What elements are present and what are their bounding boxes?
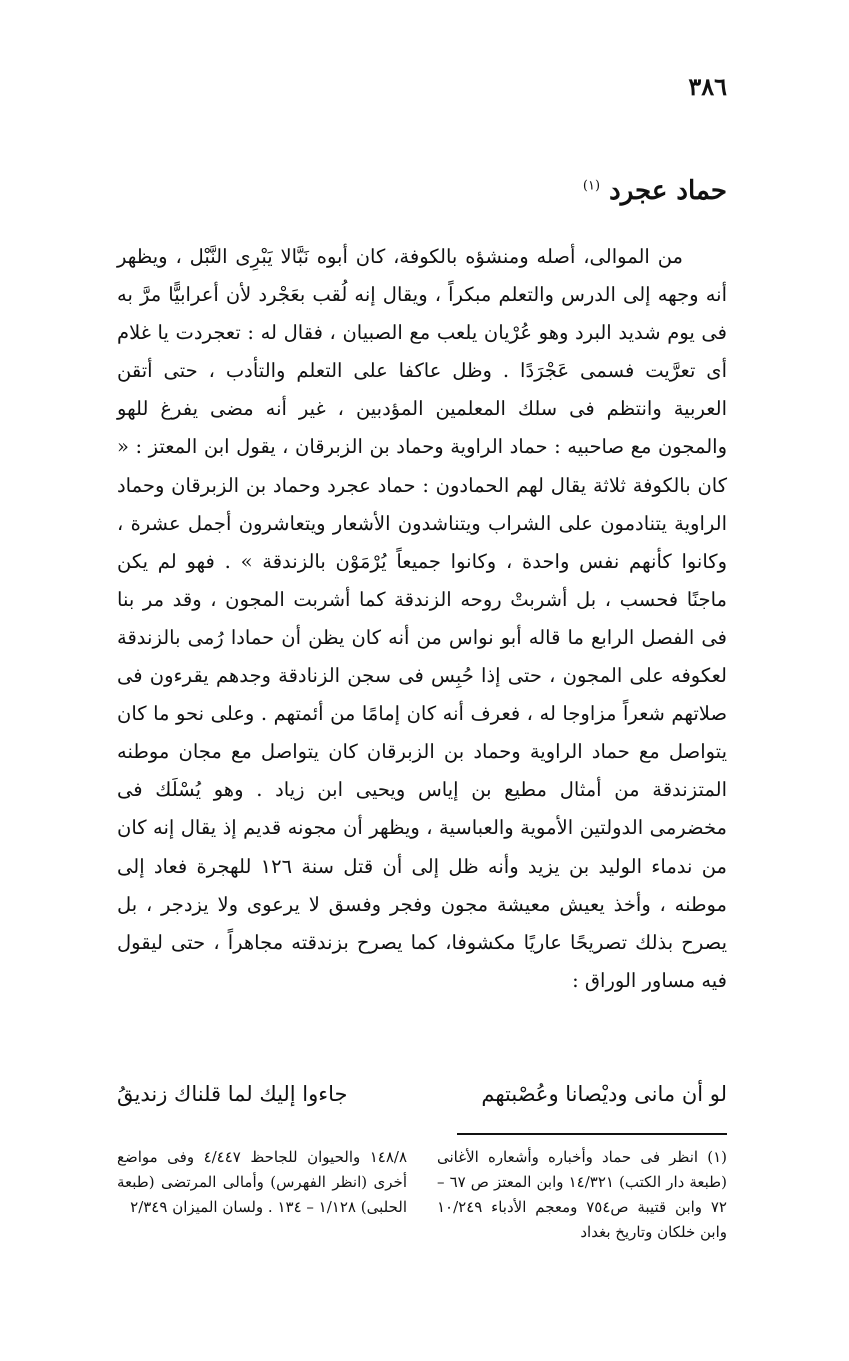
- body-paragraph: من الموالى، أصله ومنشؤه بالكوفة، كان أبوه نَبَّالا يَبْرِى النَّبْل ، ويظهر أنه وجهه إلى الدرس والتعلم مبكراً ، ويقال إنه لُقب بعَجْرد لأن أعرابيًّا مرَّ به فى يوم شديد البرد وهو عُرْيان يلعب مع الصبيان ، فقال له : تعجردت يا غلام أى تعرَّيت فسمى عَجْرَدًا . وظل عاكفا على التعلم والتأدب ، حتى أتقن العربية وانتظم فى سلك المعلمين المؤدبين ، غير أنه مضى يفرغ للهو والمجون مع صاحبيه : حماد الراوية وحماد بن الزبرقان ، يقول ابن المعتز : « كان بالكوفة ثلاثة يقال لهم الحمادون : حماد عجرد وحماد بن الزبرقان وحماد الراوية يتنادمون على الشراب ويتناشدون الأشعار ويتعاشرون أجمل عشرة ، وكانوا كأنهم نفس واحدة ، وكانوا جميعاً يُرْمَوْن بالزندقة » . فهو لم يكن ماجنًا فحسب ، بل أشربتْ روحه الزندقة كما أشربت المجون ، وقد مر بنا فى الفصل الرابع ما قاله أبو نواس من أنه كان يظن أن حمادا رُمى بالزندقة لعكوفه على المجون ، حتى إذا حُبِس فى سجن الزنادقة وجدهم يقرءون فى صلاتهم شعراً مزاوجا له ، فعرف أنه كان إمامًا من أئمتهم . وعلى نحو ما كان يتواصل مع حماد الراوية وحماد بن الزبرقان كان يتواصل مع مجان موطنه المتزندقة من أمثال مطيع بن إياس ويحيى ابن زياد . وهو يُسْلَك فى مخضرمى الدولتين الأموية والعباسية ، ويظهر أن مجونه قديم إذ يقال إنه كان من ندماء الوليد بن يزيد وأنه ظل إلى أن قتل سنة ١٢٦ للهجرة فعاد إلى موطنه ، وأخذ يعيش معيشة مجون وفجر وفسق لا يرعوى ولا يزدجر ، بل يصرح بذلك تصريحًا عاريًا مكشوفا، كما يصرح بزندقته مجاهراً ، حتى ليقول فيه مساور الوراق :: [117, 245, 727, 992]
- verse-second-hemistich: جاءوا إليك لما قلناك زنديقُ: [117, 1082, 348, 1106]
- footnote-reference: (١): [582, 178, 601, 194]
- footnote-column-right: (١) انظر فى حماد وأخباره وأشعاره الأغانى (طبعة دار الكتب) ١٤/٣٢١ وابن المعتز ص ٦٧ – ٧٢ وابن قتيبة ص٧٥٤ ومعجم الأدباء ١٠/٢٤٩ وابن خلكان وتاريخ بغداد: [437, 1148, 727, 1241]
- section-heading: [583, 176, 727, 206]
- poetry-verse: [117, 1082, 727, 1106]
- footnote-column-left: ١٤٨/٨ والحيوان للجاحظ ٤/٤٤٧ وفى مواضع أخرى (انظر الفهرس) وأمالى المرتضى (طبعة الحلبى) ١/١٢٨ – ١٣٤ . ولسان الميزان ٢/٣٤٩: [117, 1148, 407, 1216]
- body-text: [117, 238, 727, 1000]
- footnote-divider: [457, 1133, 727, 1135]
- verse-first-hemistich: لو أن مانى وديْصانا وعُصْبتهم: [481, 1082, 727, 1106]
- heading-title: حماد عجرد: [609, 176, 727, 206]
- page-number: ٣٨٦: [688, 72, 727, 101]
- footnotes: [117, 1145, 727, 1245]
